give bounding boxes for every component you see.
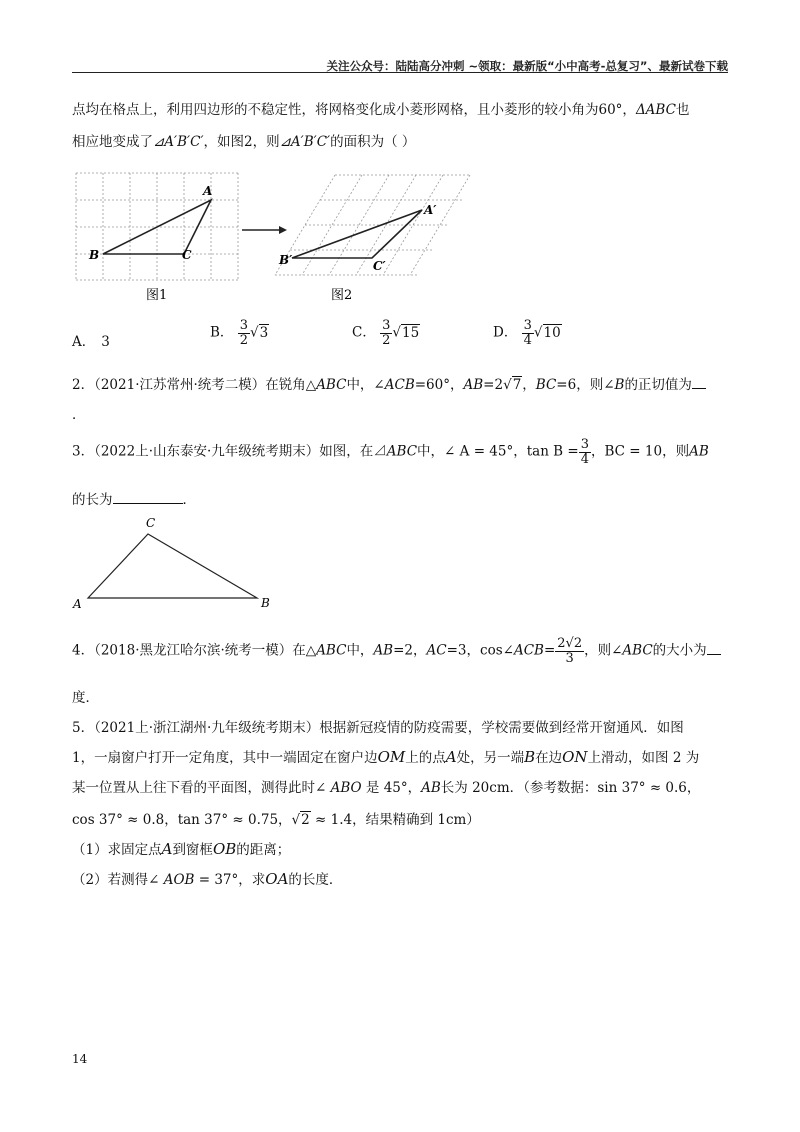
- q3-line2: 的长为 ．: [72, 492, 196, 508]
- q5-line3: 某一位置从上往下看的平面图，测得此时∠ ABO 是 45°，AB长为 20cm．（参考数据：sin 37° ≈ 0.6，: [72, 780, 701, 796]
- q2-line1: 2．（2021·江苏常州·统考二模）在锐角△ABC中，∠ACB=60°，AB=2√7，BC=6，则∠B的正切值为: [72, 373, 706, 393]
- q1-option-b: B． $\frac{3}{2}$ √3: [210, 318, 269, 348]
- option-label: A．: [72, 334, 96, 350]
- q1-text: 相应地变成了: [72, 134, 153, 150]
- q5-line1: 5．（2021上·浙江湖州·九年级统考期末）根据新冠疫情的防疫需要，学校需要做到经常开窗通风．如图: [72, 720, 684, 736]
- fig2-label-c: C′: [373, 259, 386, 273]
- question-number: 4．: [72, 642, 95, 659]
- q5-line2: 1，一扇窗户打开一定角度，其中一端固定在窗户边OM上的点A处，另一端B在边ON上滑动，如图 2 为: [72, 748, 700, 766]
- answer-blank: [707, 654, 721, 655]
- tan-fraction: $\frac{3}{4}$: [580, 437, 589, 467]
- question-source: （2022上·山东泰安·九年级统考期末）: [94, 443, 320, 460]
- option-fraction: $\frac{3}{2}$: [382, 318, 391, 348]
- question-number: 3．: [72, 443, 95, 460]
- q1-line2: [72, 130, 415, 150]
- header-rule: [72, 72, 728, 73]
- option-label: C．: [352, 324, 376, 341]
- triangle-abc: [88, 534, 257, 598]
- answer-blank: [692, 388, 706, 389]
- triangle-abc-fig2: [292, 210, 422, 258]
- q1-text: ，如图2，则: [203, 134, 280, 150]
- label-c: C: [146, 516, 156, 530]
- page-number: 14: [72, 1052, 88, 1066]
- option-label: B．: [210, 324, 234, 341]
- q1-figures: [72, 168, 472, 306]
- cos-fraction: $\frac{2√2}{3}$: [557, 636, 583, 666]
- q1-text: 点均在格点上，利用四边形的不稳定性，将网格变化成小菱形网格，且小菱形的较小角为60°，: [72, 102, 636, 118]
- page-header: 关注公众号：陆陆高分冲刺 ~领取：最新版“小中高考-总复习”、最新试卷下载: [326, 59, 728, 73]
- question-number: 5．: [72, 720, 95, 736]
- q1-option-a: [72, 330, 110, 350]
- question-source: （2021·江苏常州·统考二模）: [94, 377, 266, 393]
- q1-line1: [72, 98, 689, 118]
- q3-triangle-figure: [70, 512, 280, 612]
- q1-triangle-prime: ⊿A′B′C′: [153, 134, 204, 150]
- q5-subquestion-2: （2）若测得∠ AOB = 37°，求OA的长度．: [72, 870, 343, 888]
- option-fraction: $\frac{3}{2}$: [239, 318, 248, 348]
- answer-blank: [113, 503, 183, 504]
- fig1-label-c: C: [182, 248, 192, 262]
- q5-line4: cos 37° ≈ 0.8，tan 37° ≈ 0.75，√2 ≈ 1.4，结果精确到 1cm）: [72, 812, 480, 828]
- option-value: 3: [101, 334, 110, 350]
- q1-text: 的面积为（ ）: [330, 134, 416, 150]
- q1-text-end: 也: [675, 102, 690, 118]
- label-b: B: [261, 596, 270, 610]
- fig2-label-b: B′: [279, 253, 293, 267]
- option-fraction: $\frac{3}{4}$: [523, 318, 532, 348]
- fig1-label-b: B: [89, 248, 100, 262]
- fig1-label-a: A: [203, 184, 213, 198]
- q1-triangle: ΔABC: [635, 102, 676, 118]
- option-radicand: 10: [543, 324, 561, 341]
- q1-option-c: C． $\frac{3}{2}$ √15: [352, 318, 420, 348]
- question-source: （2018·黑龙江哈尔滨·统考一模）: [94, 642, 293, 659]
- option-radicand: 3: [259, 324, 269, 341]
- label-a: A: [73, 597, 82, 611]
- q5-subquestion-1: （1）求固定点A到窗框OB的距离；: [72, 840, 291, 858]
- q1-triangle-prime: ⊿A′B′C′: [279, 134, 331, 150]
- q4-line2: 度．: [72, 690, 99, 706]
- q4-line1: 4．（2018·黑龙江哈尔滨·统考一模）在△ABC中，AB=2，AC=3，cos∠ACB= $\frac{2√2}{3}$ ，则∠ABC的大小为: [72, 637, 721, 665]
- q2-line2: ．: [72, 407, 86, 423]
- fig2-caption: 图2: [331, 288, 353, 303]
- question-source: （2021上·浙江湖州·九年级统考期末）: [94, 720, 320, 736]
- option-radicand: 15: [402, 324, 420, 341]
- question-number: 2．: [72, 377, 95, 393]
- q1-option-d: D． $\frac{3}{4}$ √10: [493, 318, 561, 348]
- q3-line1: 3．（2022上·山东泰安·九年级统考期末）如图，在⊿ABC中，∠ A = 45°，tan B = $\frac{3}{4}$ ，BC = 10，则AB: [72, 437, 709, 467]
- fig1-caption: 图1: [146, 288, 168, 303]
- fig2-label-a: A′: [424, 203, 437, 217]
- arrow-head: [279, 226, 287, 234]
- option-label: D．: [493, 324, 518, 341]
